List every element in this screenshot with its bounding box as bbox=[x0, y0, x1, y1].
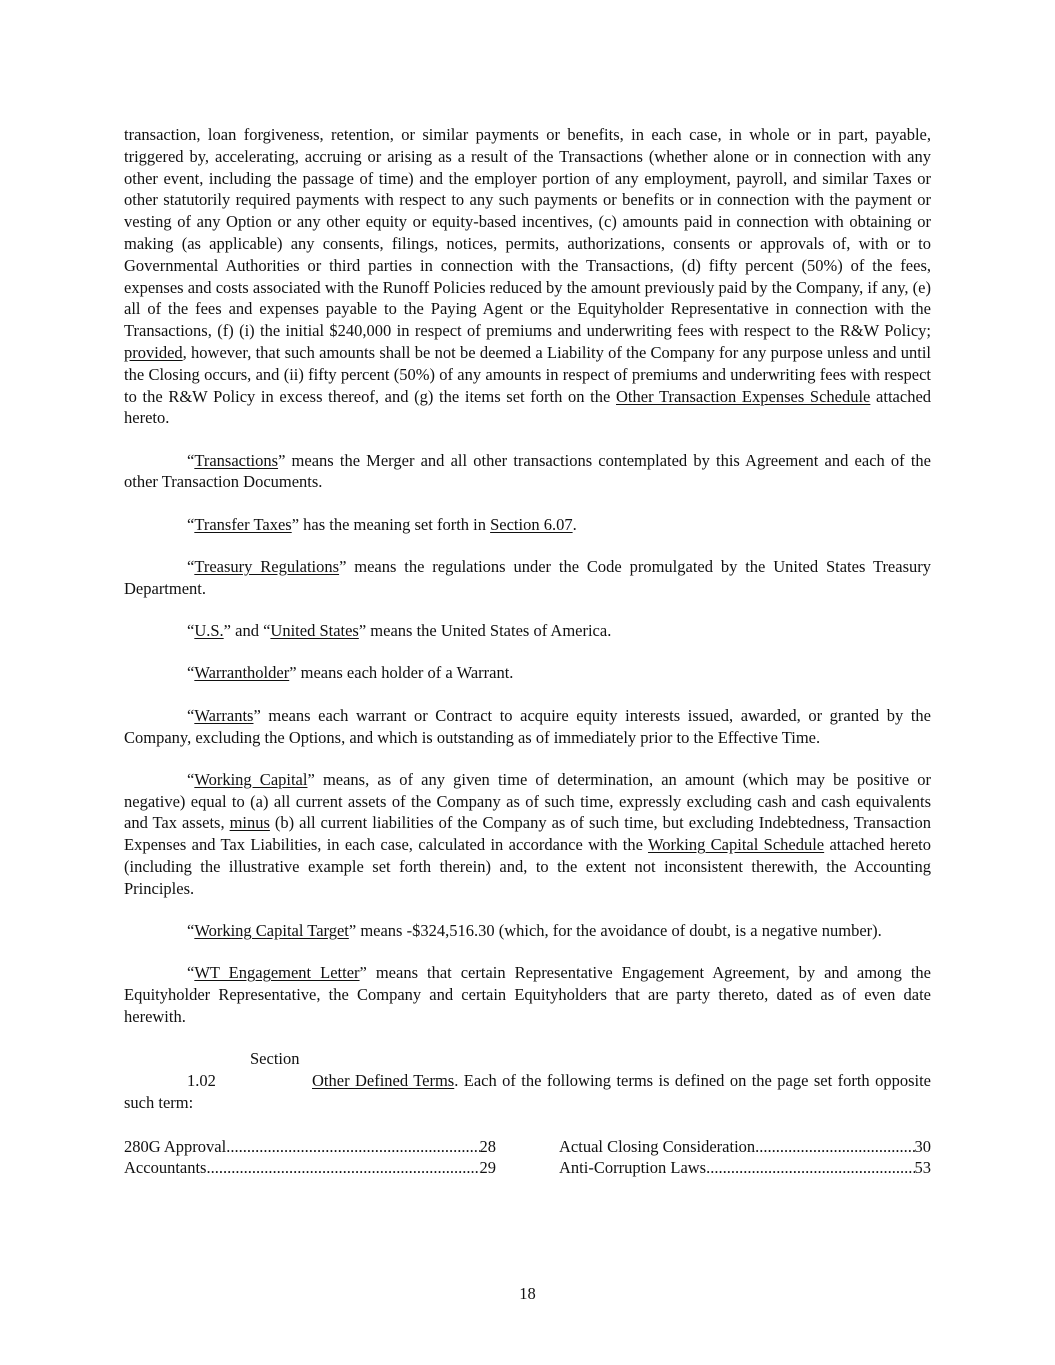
defined-term: Warrants bbox=[194, 705, 254, 725]
terms-column-right bbox=[559, 1136, 931, 1180]
term-name: Accountants bbox=[124, 1158, 207, 1178]
section-heading: Other Defined Terms bbox=[312, 1071, 455, 1091]
term-entry bbox=[124, 1157, 496, 1179]
term-page: 28 bbox=[479, 1136, 496, 1156]
defined-term: WT Engagement Letter bbox=[194, 963, 360, 983]
section-number: Section 1.02 bbox=[187, 1049, 300, 1091]
term-name: 280G Approval bbox=[124, 1136, 227, 1156]
defined-term: U.S. bbox=[194, 621, 224, 641]
definition-wt-engagement-letter: “WT Engagement Letter” means that certain Representative Engagement Agreement, by and among the Equityholder Representative, the Company and certain Equityholders that are party thereto, dated as of even date herewith. bbox=[124, 963, 931, 1026]
underlined-term: provided bbox=[124, 342, 183, 362]
definition-working-capital: “Working Capital” means, as of any given time of determination, an amount (which may be positive or negative) equal to (a) all current assets of the Company as of such time, expressly excluding cash and cash equivalents and Tax assets, minus (b) all current liabilities of the Company as of such time, but excluding Indebtedness, Transaction Expenses and Tax Liabilities, in each case, calculated in accordance with the Working Capital Schedule attached hereto (including the illustrative example set forth therein) and, to the extent not inconsistent therewith, the Accounting Principles. bbox=[124, 769, 931, 898]
term-page: 53 bbox=[914, 1158, 931, 1178]
defined-term: Working Capital Target bbox=[194, 921, 349, 941]
term-entry bbox=[559, 1157, 931, 1179]
defined-term: Treasury Regulations bbox=[194, 557, 340, 577]
dot-leader bbox=[755, 1136, 914, 1158]
definition-us: “U.S.” and “United States” means the United States of America. bbox=[187, 621, 612, 641]
page-number: 18 bbox=[519, 1284, 536, 1303]
defined-terms-index bbox=[124, 1136, 931, 1180]
defined-term: Warrantholder bbox=[194, 663, 290, 683]
definition-transfer-taxes: “Transfer Taxes” has the meaning set forth in Section 6.07. bbox=[187, 514, 577, 534]
dot-leader bbox=[206, 1157, 479, 1179]
dot-leader bbox=[706, 1157, 914, 1179]
term-entry bbox=[559, 1136, 931, 1158]
defined-term: Working Capital bbox=[194, 769, 308, 789]
term-name: Anti-Corruption Laws bbox=[559, 1158, 707, 1178]
page-content bbox=[124, 124, 931, 1179]
definition-warrants: “Warrants” means each warrant or Contract to acquire equity interests issued, awarded, or granted by the Company, excluding the Options, and which is outstanding as of immediately prior to the Effective Time. bbox=[124, 705, 931, 747]
schedule-reference: Other Transaction Expenses Schedule bbox=[616, 386, 871, 406]
definition-warrantholder: “Warrantholder” means each holder of a Warrant. bbox=[187, 663, 514, 683]
term-page: 29 bbox=[479, 1158, 496, 1178]
definition-treasury-regulations: “Treasury Regulations” means the regulations under the Code promulgated by the United States Treasury Department. bbox=[124, 557, 931, 598]
term-entry bbox=[124, 1136, 496, 1158]
definition-transactions: “Transactions” means the Merger and all other transactions contemplated by this Agreement and each of the other Transaction Documents. bbox=[124, 450, 931, 492]
section-reference: Section 6.07 bbox=[490, 514, 573, 534]
term-name: Actual Closing Consideration bbox=[559, 1136, 756, 1156]
schedule-reference: Working Capital Schedule bbox=[648, 835, 825, 855]
dot-leader bbox=[226, 1136, 479, 1158]
definition-working-capital-target: “Working Capital Target” means -$324,516.30 (which, for the avoidance of doubt, is a negative number). bbox=[187, 921, 882, 941]
defined-term: Transfer Taxes bbox=[194, 514, 292, 534]
continuation-paragraph: transaction, loan forgiveness, retention, or similar payments or benefits, in each case, in whole or in part, payable, triggered by, accelerating, accruing or arising as a result of the Transactions (whether alone or in connection with any other event, including the passage of time) and the employer portion of any employment, payroll, and similar Taxes or other statutorily required payments with respect to any such payments or benefits or in connection with the payment or vesting of any Option or any other equity or equity-based incentives, (c) amounts paid in connection with obtaining or making (as applicable) any consents, filings, notices, permits, authorizations, consents or approvals of, with or to Governmental Authorities or third parties in connection with the Transactions, (d) fifty percent (50%) of the fees, expenses and costs associated with the Runoff Policies reduced by the amount previously paid by the Company, if any, (e) all of the fees and expenses payable to the Paying Agent or the Equityholder Representative in connection with the Transactions, (f) (i) the initial $240,000 in respect of premiums and underwriting fees with respect to the R&W Policy; provided, however, that such amounts shall be not be deemed a Liability of the Company for any purpose unless and until the Closing occurs, and (ii) fifty percent (50%) of any amounts in respect of premiums and underwriting fees with respect to the R&W Policy in excess thereof, and (g) the items set forth on the Other Transaction Expenses Schedule attached hereto. bbox=[124, 125, 932, 428]
emphasis-minus: minus bbox=[229, 813, 270, 833]
defined-term: United States bbox=[270, 621, 359, 641]
term-page: 30 bbox=[914, 1136, 931, 1156]
defined-term: Transactions bbox=[194, 450, 279, 470]
section-1-02: Section 1.02 Other Defined Terms. Each of the following terms is defined on the page set forth opposite such term: bbox=[124, 1049, 931, 1112]
terms-column-left bbox=[124, 1136, 496, 1180]
